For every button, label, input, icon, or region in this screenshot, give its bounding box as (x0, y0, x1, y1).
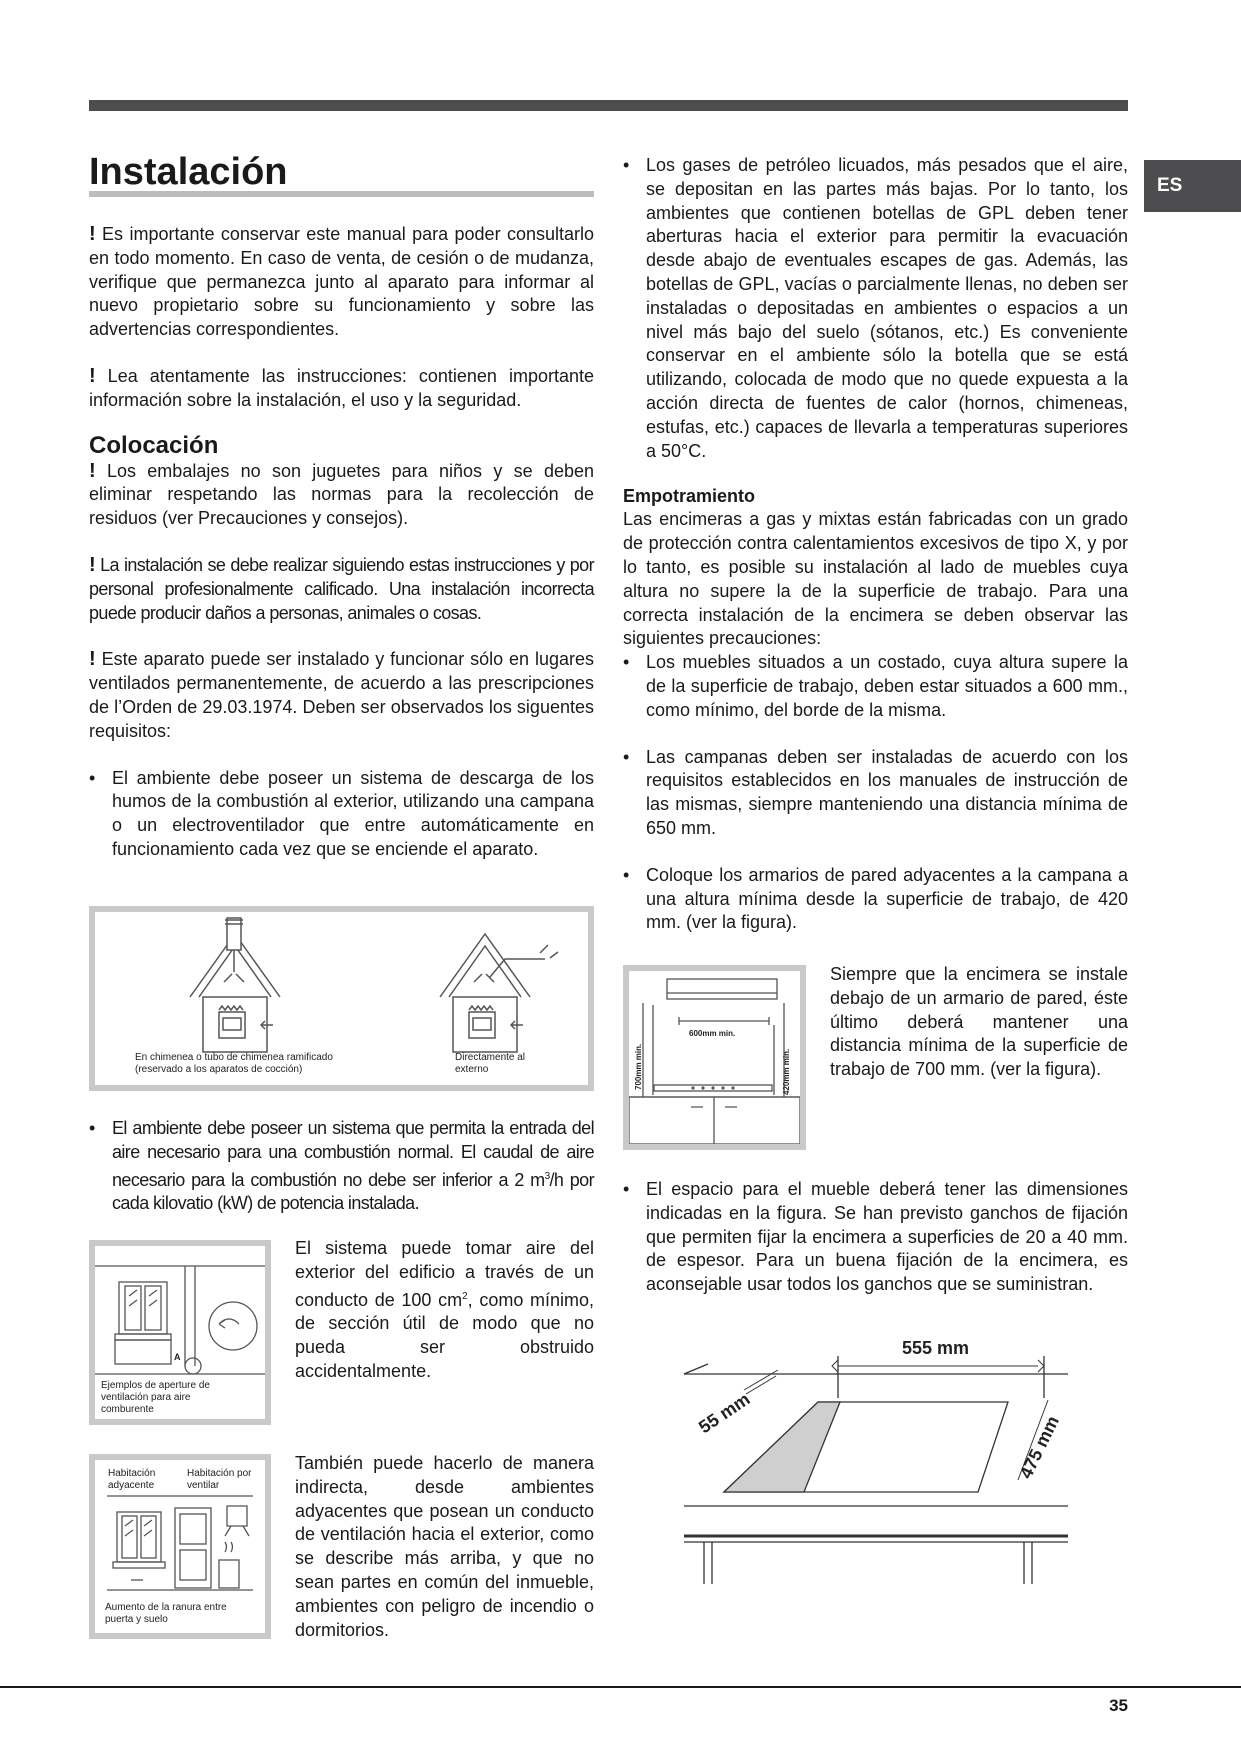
page-title: Instalación (89, 151, 288, 193)
colocacion-text-1: Los embalajes no son juguetes para niños y se deben eliminar respetando las normas para la recolección de residuos (ver Precauciones y consejos). (89, 460, 594, 529)
ventilation-text (295, 1237, 594, 1384)
label-adjacent-room: Habitación adyacente (108, 1468, 156, 1491)
bullet2-text-b: /h por cada kilovatio (kW) de potencia instalada. (112, 1169, 594, 1214)
dimension-555: 555 mm (902, 1338, 970, 1358)
warning-mark: ! (89, 553, 96, 576)
armarios-bullet: • Coloque los armarios de pared adyacentes a la campana a una altura mínima desde la superficie de trabajo, de 420 mm. (ver la figura). (623, 864, 1128, 935)
bullet2-text-a: El ambiente debe poseer un sistema que permita la entrada del aire necesario para una combustión normal. El caudal de aire necesario para la combustión no debe ser inferior a 2 m (112, 1118, 594, 1190)
espacio-bullet: • El espacio para el mueble deberá tener las dimensiones indicadas en la figura. Se han previsto ganchos de fijación que permiten fijar la encimera a superficies de 20 a 40 mm. de espesor. Para un buena fijación de la encimera, es aconsejable usar todos los ganchos que se suministran. (623, 1178, 1128, 1297)
ventilation-text-a: El sistema puede tomar aire del exterior del edificio a través de un conducto de 100 cm (295, 1238, 594, 1310)
dimension-475: 475 mm (1015, 1412, 1063, 1482)
colocacion-text-2: La instalación se debe realizar siguiendo estas instrucciones y por personal profesionalmente calificado. Una instalación incorrecta puede producir daños a personas, animales o cosas. (89, 554, 594, 623)
figure-ventilation-apertures (89, 1240, 271, 1425)
warning-mark: ! (89, 648, 96, 671)
indirect-ventilation-block (295, 1452, 594, 1642)
left-column (89, 150, 594, 862)
gpl-bullet: • Los gases de petróleo licuados, más pesados que el aire, se depositan en las partes más bajas. Por lo tanto, los ambientes que contienen botellas de GPL deben tener aberturas hacia el exterior para permitir la evacuación desde abajo de eventuales escapes de gas. Además, las botellas de GPL, vacías o parcialmente llenas, no deben ser instaladas o depositadas en ambientes o espacios a un nivel más bajo del suelo (sótanos, etc.) Es conveniente conservar en el ambiente sólo la botella que se está utilizando, colocada de modo que no quede expuesta a la acción directa de fuentes de calor (hornos, chimeneas, estufas, etc.) capaces de llevarla a temperaturas superiores a 50°C. (623, 154, 1128, 463)
dimension-55: 55 mm (695, 1388, 754, 1438)
section-title-empotramiento: Empotramiento (623, 486, 756, 507)
cabinet-text-block (830, 963, 1128, 1082)
campanas-bullet: • Las campanas deben ser instaladas de acuerdo con los requisitos establecidos en los manuales de instrucción de las mismas, siempre manteniendo una distancia mínima de 650 mm. (623, 746, 1128, 841)
label-420mm: 420mm min. (782, 1048, 791, 1095)
requirement-bullet-2 (89, 1117, 594, 1216)
cutout-dimension-diagram (668, 1330, 1088, 1590)
figure-caption-gap: Aumento de la ranura entre puerta y suelo (105, 1602, 227, 1625)
empotramiento-text: Las encimeras a gas y mixtas están fabricadas con un grado de protección contra calentamientos excesivos de tipo X, y por lo tanto, es posible su instalación al lado de muebles cuya altura no supere la de la superficie de trabajo. Para una correcta instalación de la encimera se deben observar las siguientes precauciones: (623, 509, 1128, 649)
label-room-to-ventilate: Habitación por ventilar (187, 1468, 252, 1491)
colocacion-text-3: Este aparato puede ser instalado y funcionar sólo en lugares ventilados permanentemente, de acuerdo a las prescripciones de l’Orden de 29.03.1974. Deben ser observados los siguentes requisitos: (89, 649, 594, 741)
label-a: A (174, 1352, 181, 1362)
ventilation-text-b: , como mínimo, de sección útil de modo que no pueda ser obstruido accidentalmente. (295, 1289, 595, 1381)
language-tab: ES (1144, 160, 1241, 212)
colocacion-paragraph-2 (89, 554, 594, 625)
indirect-ventilation-text: También puede hacerlo de manera indirecta, desde ambientes adyacentes que posean un conducto de ventilación hacia el exterior, como se describe más arriba, y que no sean partes en común del inmueble, ambientes con peligro de incendio o dormitorios. (295, 1453, 594, 1640)
warning-mark: ! (89, 223, 96, 245)
figure-caption-ventilation: Ejemplos de aperture de ventilación para aire comburente (101, 1380, 210, 1415)
intro-paragraph-1 (89, 223, 594, 342)
intro-paragraph-2 (89, 365, 594, 413)
intro-text-1: Es importante conservar este manual para poder consultarlo en todo momento. En caso de venta, de cesión o de mudanza, verifique que permanezca junto al aparato para informar al nuevo propietario sobre su funcionamiento y sobre las advertencias correspondientes. (89, 224, 594, 340)
label-700mm: 700mm min. (634, 1043, 643, 1090)
ventilation-text-block (295, 1237, 594, 1384)
figure-caption-external: Directamente al externo (455, 1052, 526, 1075)
espacio-block (623, 1178, 1128, 1297)
muebles-bullet: • Los muebles situados a un costado, cuya altura supere la de la superficie de trabajo, deben estar situados a 600 mm., como mínimo, del borde de la misma. (623, 651, 1128, 722)
page-number: 35 (1109, 1696, 1128, 1715)
bullet2-superscript: 3 (544, 1170, 550, 1182)
figure-chimney-venting (89, 906, 594, 1091)
cabinet-clearance-illustration (629, 971, 800, 1144)
colocacion-paragraph-1 (89, 460, 594, 531)
label-600mm: 600mm min. (689, 1029, 736, 1038)
requirement-bullet-1: • El ambiente debe poseer un sistema de descarga de los humos de la combustión al exterior, utilizando una campana o un electroventilador que entre automáticamente en funcionamiento cada vez que se enciende el aparato. (89, 767, 594, 862)
colocacion-paragraph-3 (89, 648, 594, 743)
figure-adjacent-room (89, 1454, 271, 1639)
ventilation-superscript: 2 (462, 1290, 468, 1302)
warning-mark: ! (89, 459, 96, 482)
figure-cabinet-clearance (623, 965, 806, 1150)
right-column (623, 154, 1128, 935)
warning-mark: ! (89, 364, 96, 387)
cabinet-text: Siempre que la encimera se instale debajo de un armario de pared, éste último deberá mantener una distancia mínima de la superficie de trabajo de 700 mm. (ver la figura). (830, 964, 1128, 1080)
requirement-bullet-2-block (89, 1117, 594, 1216)
bottom-rule (0, 1686, 1241, 1688)
intro-text-2: Lea atentamente las instrucciones: contienen importante información sobre la instalación, el uso y la seguridad. (89, 365, 594, 410)
top-bar (89, 100, 1128, 111)
figure-caption-chimney: En chimenea o tubo de chimenea ramificado (reservado a los aparatos de cocción) (135, 1052, 333, 1075)
section-title-colocacion: Colocación (89, 431, 219, 459)
